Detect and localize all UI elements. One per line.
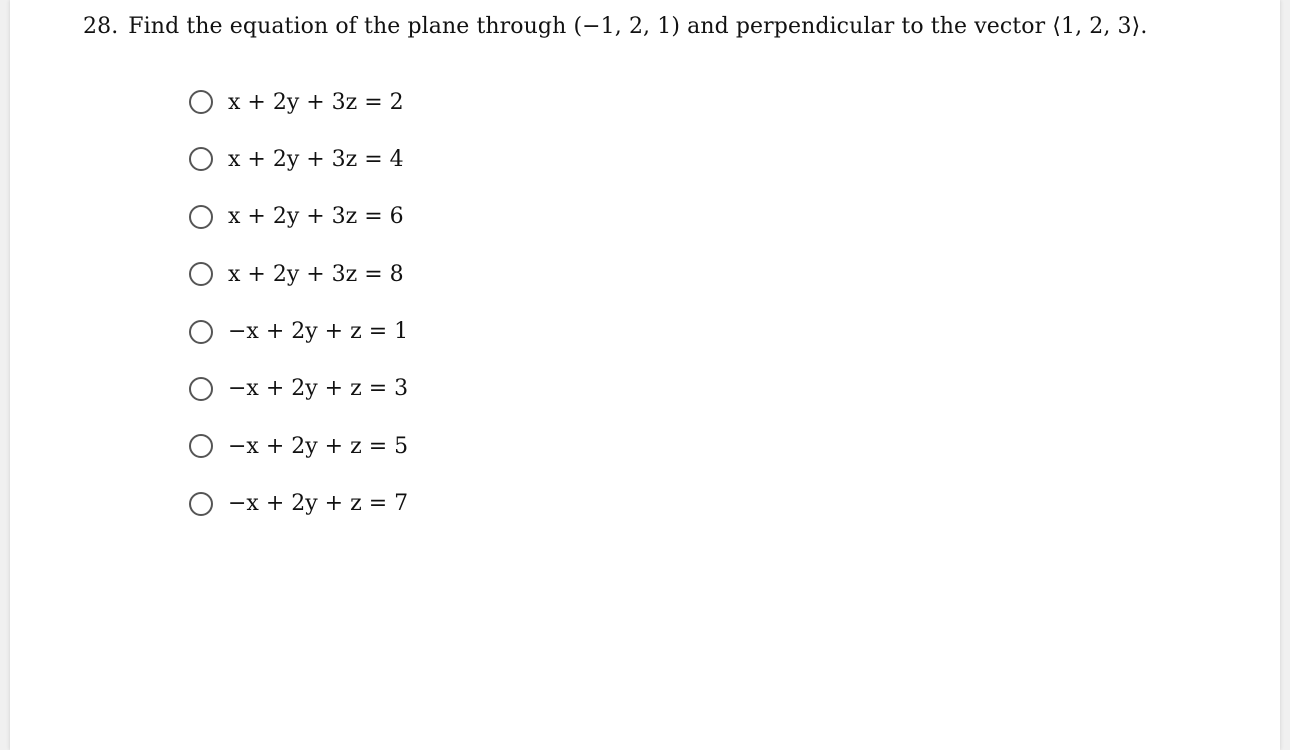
option-label: x + 2y + 3z = 6 [228,204,404,230]
answer-option[interactable] [189,373,408,405]
answer-option[interactable] [189,143,408,175]
answer-option[interactable] [189,201,408,233]
option-label: −x + 2y + z = 5 [228,433,409,459]
radio-button[interactable] [189,262,213,286]
option-label: −x + 2y + z = 3 [228,376,409,402]
answer-option[interactable] [189,86,408,118]
radio-button[interactable] [189,320,213,344]
answer-option[interactable] [189,488,408,520]
question-number: 28. [83,14,119,39]
option-label: −x + 2y + z = 1 [228,319,409,345]
option-label: x + 2y + 3z = 8 [228,261,404,287]
radio-button[interactable] [189,90,213,114]
answer-options [189,86,408,545]
option-label: x + 2y + 3z = 2 [228,89,404,115]
answer-option[interactable] [189,258,408,290]
answer-option[interactable] [189,316,408,348]
answer-option[interactable] [189,430,408,462]
option-label: −x + 2y + z = 7 [228,491,409,517]
document-page [10,0,1280,750]
radio-button[interactable] [189,492,213,516]
radio-button[interactable] [189,377,213,401]
question-prompt [83,14,1147,39]
radio-button[interactable] [189,434,213,458]
question-text: Find the equation of the plane through (−1, 2, 1) and perpendicular to the vector ⟨1, 2, 3⟩. [128,14,1148,39]
radio-button[interactable] [189,205,213,229]
radio-button[interactable] [189,147,213,171]
option-label: x + 2y + 3z = 4 [228,146,404,172]
